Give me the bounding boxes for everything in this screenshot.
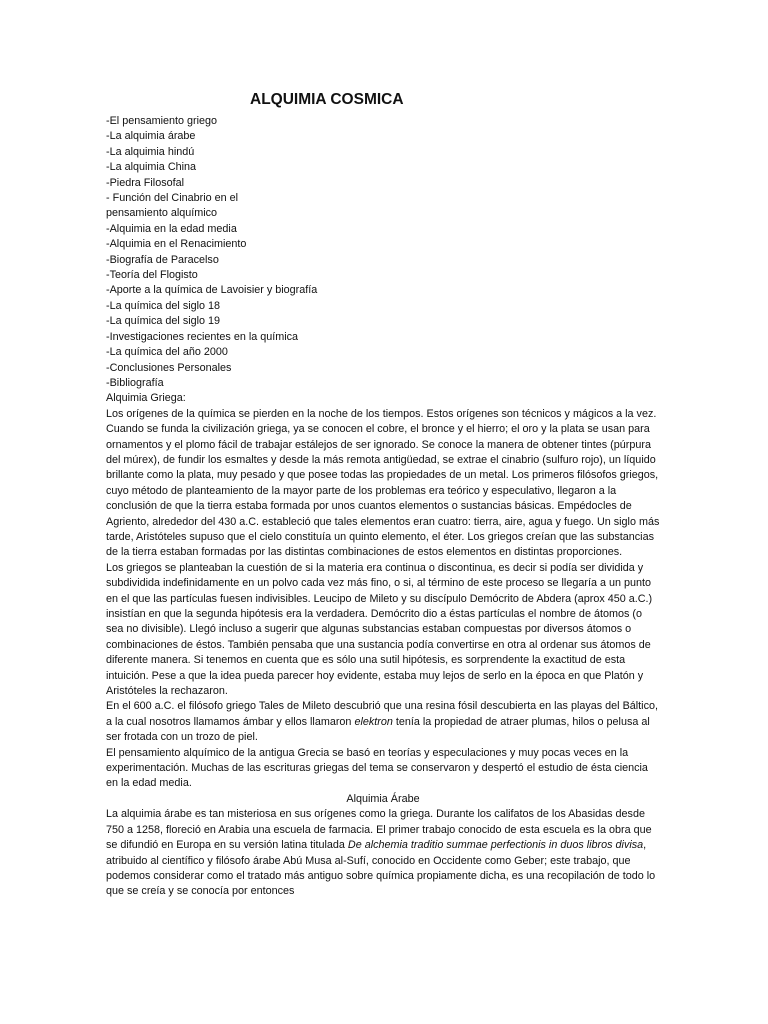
table-of-contents <box>106 114 660 391</box>
section-heading-greek: Alquimia Griega: <box>106 392 186 405</box>
toc-item: -Conclusiones Personales <box>106 361 232 374</box>
toc-item: -Bibliografía <box>106 376 164 389</box>
document-title: ALQUIMIA COSMICA <box>250 91 404 108</box>
italic-title: De alchemia traditio summae perfectionis in duos libros divisa <box>347 839 644 852</box>
toc-item: -Piedra Filosofal <box>106 176 185 189</box>
section-heading-arab: Alquimia Árabe <box>346 792 420 805</box>
toc-item: -Teoría del Flogisto <box>106 269 198 282</box>
document-page <box>106 90 660 900</box>
toc-item: -Investigaciones recientes en la química <box>106 330 299 343</box>
text-run: La alquimia árabe es tan misteriosa en sus orígenes como la griega. Durante los califatos de los Abasidas desde 750 a 1258, floreció en Arabia una escuela de farmacia. El primer trabajo conocido de esta escuela es la obra que se difundió en Europa en su versión latina titulada <box>106 808 652 852</box>
toc-item: -La alquimia hindú <box>106 145 195 158</box>
toc-item: -La alquimia árabe <box>106 130 196 143</box>
toc-item: -Alquimia en el Renacimiento <box>106 238 247 251</box>
toc-item: -La química del año 2000 <box>106 346 228 359</box>
text-run: , atribuido al científico y filósofo árabe Abú Musa al-Sufí, conocido en Occidente como Geber; este trabajo, que podemos considerar como el tratado más antiguo sobre química propiamente dicha, es una recopilación de todo lo que se creía y se conocía por entonces <box>106 839 656 898</box>
toc-item: pensamiento alquímico <box>106 207 218 220</box>
paragraph <box>106 807 660 899</box>
toc-item: -La química del siglo 19 <box>106 315 221 328</box>
paragraph <box>106 699 660 745</box>
toc-item: -El pensamiento griego <box>106 115 218 127</box>
paragraph: Los orígenes de la química se pierden en la noche de los tiempos. Estos orígenes son técnicos y mágicos a la vez. Cuando se funda la civilización griega, ya se conocen el cobre, el bronce y el hierro; el oro y la plata se usan para ornamentos y el plomo fácil de trabajar estálejos de ser ignorado. Se conoce la manera de obtener tintes (púrpura del múrex), de fundir los esmaltes y desde la más remota antigüedad, se extrae el cinabrio (sulfuro rojo), un líquido brillante como la plata, muy pesado y que posee todas las propiedades de un metal. Los primeros filósofos griegos, cuyo método de planteamiento de la mayor parte de los problemas era teórico y especulativo, llegaron a la conclusión de que la tierra estaba formada por unos cuantos elementos o sustancias básicas. Empédocles de Agriento, alrededor del 430 a.C. estableció que tales elementos eran cuatro: tierra, aire, agua y fuego. Un siglo más tarde, Aristóteles supuso que el cielo constituía un quinto elemento, el éter. Los griegos creían que las substancias de la tierra estaban formadas por las distintas combinaciones de estos elementos en distintas proporciones. <box>106 407 660 559</box>
toc-item: -Alquimia en la edad media <box>106 222 237 235</box>
text-run: En el 600 a.C. el filósofo griego Tales de Mileto descubrió que una resina fósil descubierta en las playas del Báltico, a la cual nosotros llamamos ámbar y ellos llamaron <box>106 700 658 728</box>
text-run: tenía la propiedad de atraer plumas, hilos o pelusa al ser frotada con un trozo de piel. <box>106 715 650 744</box>
toc-item: -Aporte a la química de Lavoisier y biografía <box>106 284 318 297</box>
italic-term: elektron <box>354 715 393 728</box>
toc-item: -Biografía de Paracelso <box>106 253 219 266</box>
toc-item: - Función del Cinabrio en el <box>106 192 239 205</box>
toc-item: -La química del siglo 18 <box>106 299 221 312</box>
paragraph: Los griegos se planteaban la cuestión de si la materia era continua o discontinua, es decir si podía ser dividida y subdividida indefinidamente en un polvo cada vez más fino, o si, al término de este proceso se llegaría a un punto en el que las partículas fuesen indivisibles. Leucipo de Mileto y su discípulo Demócrito de Abdera (aprox 450 a.C.) insistían en que la segunda hipótesis era la verdadera. Demócrito dio a éstas partículas el nombre de átomos (o sea no divisible). Llegó incluso a sugerir que algunas substancias estaban compuestas por diversos átomos o combinaciones de éstos. También pensaba que una sustancia podía convertirse en otra al ordenar sus átomos de diferente manera. Si tenemos en cuenta que es sólo una sutil hipótesis, es sorprendente la exactitud de esta intuición. Pese a que la idea pueda parecer hoy evidente, estaba muy lejos de serlo en la época en que Platón y Aristóteles la rechazaron. <box>106 561 653 698</box>
toc-item: -La alquimia China <box>106 161 197 174</box>
paragraph: El pensamiento alquímico de la antigua Grecia se basó en teorías y especulaciones y muy pocas veces en la experimentación. Muchas de las escrituras griegas del tema se conservaron y despertó el estudio de ésta ciencia en la edad media. <box>106 746 648 790</box>
